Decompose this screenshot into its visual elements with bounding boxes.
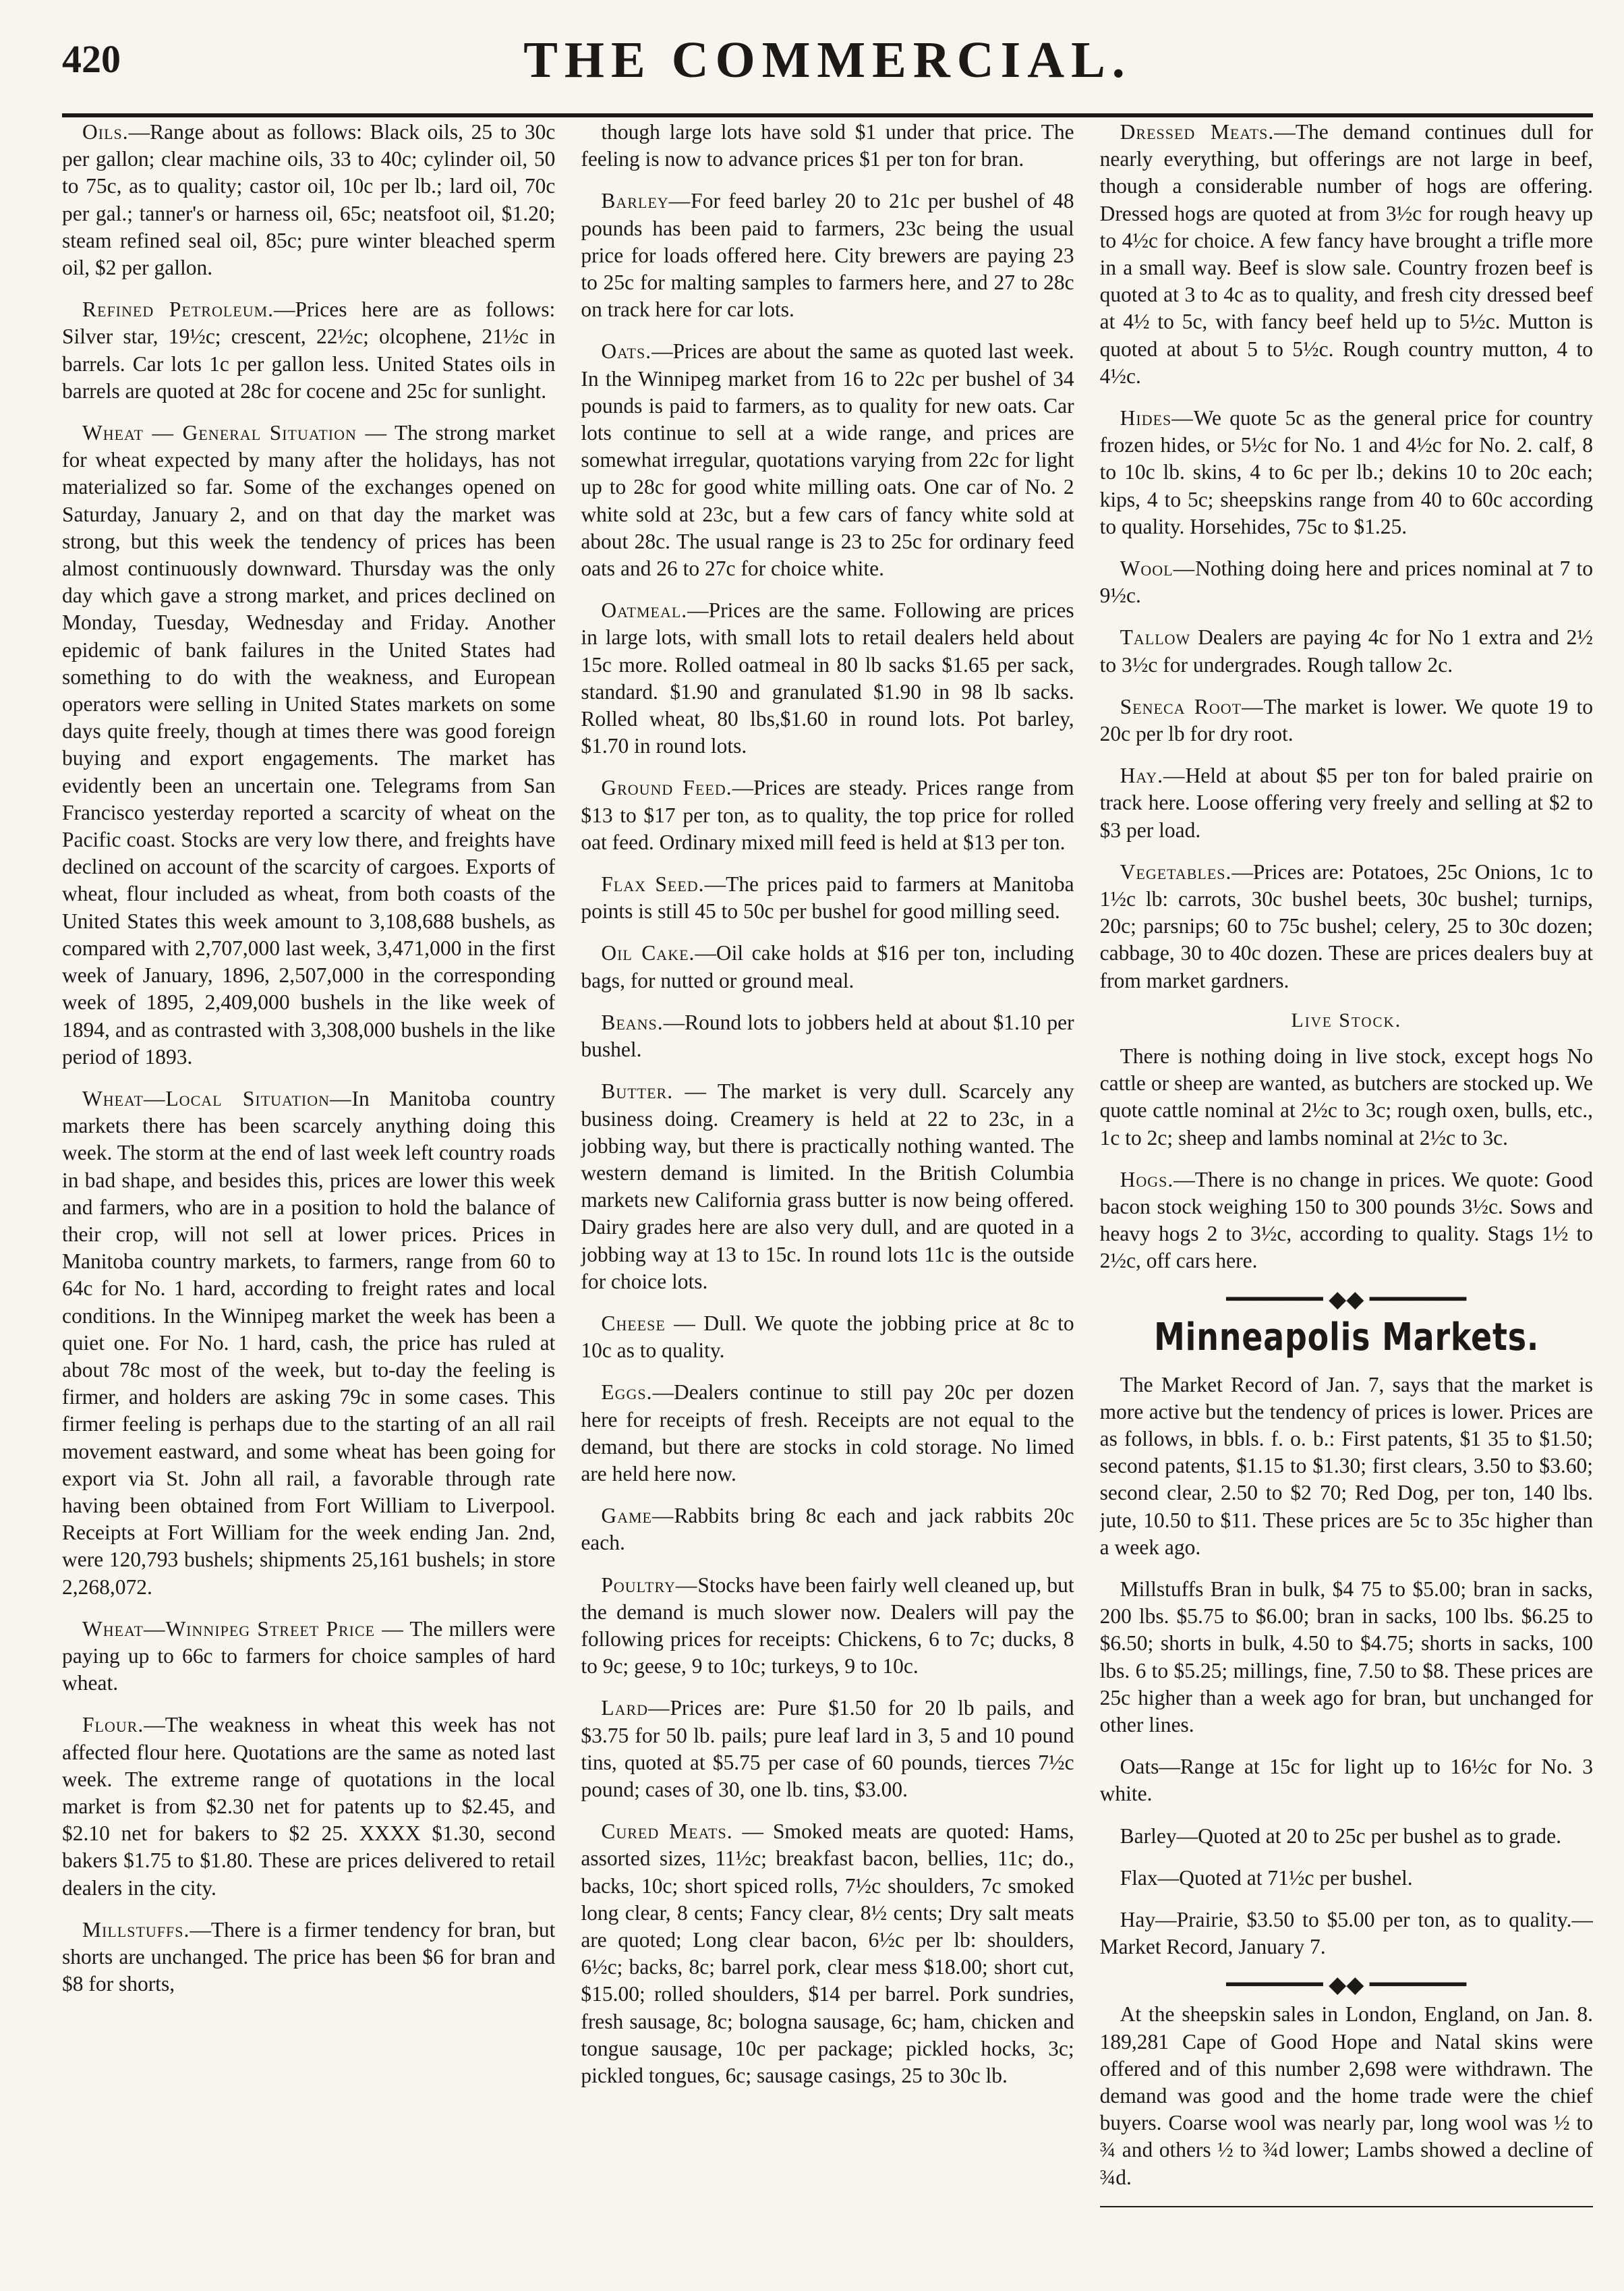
paragraph-text: though large lots have sold $1 under that price. The feeling is now to advance prices $1 per ton for bran. [581, 120, 1074, 171]
paragraph-lead: Vegetables. [1120, 859, 1232, 884]
paragraph-text: There is nothing doing in live stock, except hogs No cattle or sheep are wanted, as butchers are stocked up. We quote cattle nominal at 2½c to 3c; rough oxen, bulls, etc., 1c to 2c; sheep and lambs nominal at 2½c to 3c. [1099, 1044, 1593, 1150]
article-paragraph [62, 420, 555, 1071]
paragraph-lead: Millstuffs. [82, 1917, 190, 1942]
paragraph-lead: Seneca Root— [1120, 694, 1264, 718]
paragraph-text: Hay—Prairie, $3.50 to $5.00 per ton, as to quality.—Market Record, January 7. [1099, 1907, 1593, 1959]
paragraph-lead: Game— [601, 1504, 674, 1528]
live-stock-heading: Live Stock. [1291, 1009, 1402, 1031]
article-paragraph [62, 1616, 555, 1697]
column-left [62, 119, 555, 2237]
paragraph-text: The strong market for wheat expected by many after the holidays, has not materialized so far. Some of the exchanges opened on Saturday, January 2, and on that day the market was strong, but this week the tendency of prices has been almost continuously downward. Thursday was the only day which gave a strong market, and prices declined on Monday, Tuesday, Wednesday and Friday. Another epidemic of bank failures in the United States had something to do with the weakness, and European operators were selling in United States markets on some days quite freely, though at times there was good foreign buying and export engagements. The market has evidently been an uncertain one. Telegrams from San Francisco yesterday reported a scarcity of wheat on the Pacific coast. Stocks are very low there, and freights have declined on account of the scarcity of cargoes. Exports of wheat, flour included as wheat, from both coasts of the United States this week amount to 3,108,688 bushels, as compared with 2,707,000 last week, 3,471,000 in the first week of January, 1896, 2,507,000 in the corresponding week of 1895, 2,409,000 bushels in the like week of 1894, and as contrasted with 3,308,000 bushels in the like period of 1893. [62, 421, 556, 1069]
article-paragraph [581, 1818, 1074, 2089]
paragraph-lead: Oil Cake. [601, 941, 695, 965]
paragraph-text: We quote 5c as the general price for country frozen hides, or 5½c for No. 1 and 4½c for No. 2. calf, 8 to 10c lb. skins, 4 to 6c per lb.; dekins 10 to 20c each; kips, 4 to 5c; sheepskins range from 40 to 60c according to quality. Horsehides, 75c to $1.25. [1099, 406, 1593, 538]
paragraph-lead: Cheese [601, 1311, 666, 1335]
article-paragraph [62, 1085, 555, 1601]
paragraph-text: —The prices paid to farmers at Manitoba points is still 45 to 50c per bushel for good milling seed. [581, 872, 1074, 924]
article-paragraph [1100, 555, 1593, 609]
paragraph-text: The market is lower. We quote 19 to 20c per lb for dry root. [1099, 694, 1593, 746]
paragraph-lead: Barley— [601, 189, 691, 213]
paragraph-lead: Wheat—Winnipeg Street Price — [82, 1616, 404, 1641]
paragraph-text: —Prices here are as follows: Silver star, 19½c; crescent, 22½c; olcophene, 21½c in barrels. Car lots 1c per gallon less. United States oils in barrels are quoted at 28c for cocene and 25c for sunlight. [62, 298, 556, 403]
paragraph-lead: Butter. [601, 1079, 674, 1104]
paragraph-lead: Hay.— [1120, 764, 1186, 788]
paragraph-text: —There is a firmer tendency for bran, but shorts are unchanged. The price has been $6 for bran and $8 for shorts, [62, 1917, 556, 1996]
article-paragraph [1100, 405, 1593, 540]
page-number: 420 [62, 37, 121, 81]
article-paragraph [1100, 1166, 1593, 1275]
article-paragraph [1100, 859, 1593, 994]
article-paragraph [1100, 694, 1593, 747]
paragraph-text: —Dealers continue to still pay 20c per dozen here for receipts of fresh. Receipts are not equal to the demand, but there are stocks in cold storage. No limed are held here now. [581, 1380, 1074, 1486]
paragraph-text: Millstuffs Bran in bulk, $4 75 to $5.00; bran in sacks, 200 lbs. $5.75 to $6.00; bran in sacks, 100 lbs. $6.25 to $6.50; shorts in bulk, 4.50 to $4.75; shorts in sacks, 100 lbs. 6 to $5.25; millings, fine, 7.50 to $8. These prices are 25c higher than a week ago for bran, but unchanged for other lines. [1099, 1577, 1593, 1736]
article-paragraph [62, 1917, 555, 1998]
paragraph-lead: Lard— [601, 1696, 670, 1720]
paragraph-text: —Oil cake holds at $16 per ton, including bags, for nutted or ground meal. [581, 941, 1074, 992]
paragraph-text: —Round lots to jobbers held at about $1.10 per bushel. [581, 1010, 1074, 1062]
paragraph-text: At the sheepskin sales in London, England, on Jan. 8. 189,281 Cape of Good Hope and Natal skins were offered and of this number 2,698 were withdrawn. The demand was good and the home trade were the chief buyers. Coarse wool was nearly par, long wool was ½ to ¾ and others ½ to ¾d lower; Lambs showed a decline of ¾d. [1099, 2002, 1593, 2189]
article-paragraph [1100, 2001, 1593, 2190]
paragraph-text: —The weakness in wheat this week has not affected flour here. Quotations are the same as noted last week. The extreme range of quotations in the local market is from $2.30 net for patents up to $2.45, and $2.10 net for bakers to $2 25. XXXX $1.30, second bakers $1.75 to $1.80. These are prices delivered to retail dealers in the city. [62, 1713, 556, 1900]
paragraph-lead: Cured Meats. [601, 1819, 733, 1844]
article-paragraph [581, 871, 1074, 925]
paragraph-lead: Beans. [601, 1010, 664, 1034]
article-paragraph [581, 188, 1074, 323]
article-paragraph [581, 1502, 1074, 1556]
paragraph-text: Nothing doing here and prices nominal at 7 to 9½c. [1099, 557, 1593, 608]
paragraph-lead: Tallow [1120, 625, 1191, 650]
article-paragraph [1100, 119, 1593, 390]
paragraph-lead: Flour. [82, 1713, 144, 1737]
paragraph-lead: Flax Seed. [601, 872, 705, 897]
paragraph-text: The Market Record of Jan. 7, says that the market is more active but the tendency of prices is lower. Prices are as follows, in bbls. f. o. b.: First patents, $1 35 to $1.50; second patents, $1.15 to $1.30; first clears, 3.50 to $3.60; second clear, 2.50 to $2 70; Red Dog, per ton, 140 lbs. jute, 10.50 to $11. These prices are 5c to 35c higher than a week ago. [1099, 1372, 1593, 1559]
article-paragraph [1100, 1576, 1593, 1738]
article-paragraph [1100, 1371, 1593, 1561]
paragraph-text: —Prices are the same. Following are prices in large lots, with small lots to retail dealers held about 15c more. Rolled oatmeal in 80 lb sacks $1.65 per sack, standard. $1.90 and granulated $1.90 in 98 lb sacks. Rolled wheat, 80 lbs,$1.60 in round lots. Pot barley, $1.70 in round lots. [581, 598, 1074, 758]
minneapolis-heading: Minneapolis Markets. [1153, 1315, 1539, 1359]
article-paragraph [581, 1009, 1074, 1063]
article-paragraph [581, 1695, 1074, 1803]
paragraph-lead: Eggs. [601, 1380, 653, 1405]
article-paragraph [581, 597, 1074, 760]
article-paragraph [62, 296, 555, 405]
article-paragraph [1100, 762, 1593, 844]
column-right [1100, 119, 1593, 2237]
paragraph-text: — Dull. We quote the jobbing price at 8c to 10c as to quality. [581, 1311, 1074, 1363]
paragraph-text: — Smoked meats are quoted: Hams, assorted sizes, 11½c; breakfast bacon, bellies, 11c; do., backs, 10c; short spiced rolls, 7½c shoulders, 7c smoked long clear, 8 cents; Fancy clear, 8½ cents; Dry salt meats are quoted; Long clear bacon, 6½c per lb: shoulders, 6½c; backs, 8c; barrel pork, clear mess $18.00; short cut, $15.00; rolled shoulders, $14 per barrel. Pork sundries, fresh sausage, 8c; bologna sausage, 6c; ham, chicken and tongue sausage, 10c per package; pickled hocks, 3c; pickled tongues, 6c; sausage casings, 25 to 30c lb. [581, 1819, 1074, 2087]
paragraph-lead: Dressed Meats. [1120, 120, 1275, 144]
paragraph-lead: Wheat — General Situation — [82, 421, 387, 445]
article-paragraph [1100, 1043, 1593, 1152]
paragraph-lead: Wheat—Local Situation— [82, 1086, 352, 1110]
paragraph-text: Flax—Quoted at 71½c per bushel. [1120, 1865, 1413, 1890]
article-paragraph [581, 1310, 1074, 1364]
paragraph-lead: Refined Petroleum. [82, 298, 274, 322]
article-paragraph [1100, 1906, 1593, 1960]
paragraph-text: —Prices are: Potatoes, 25c Onions, 1c to 1½c lb: carrots, 30c bushel beets, 30c bushel; turnips, 20c; parsnips; 60 to 75c bushel; celery, 25 to 30c dozen; cabbage, 30 to 40c dozen. These are prices dealers buy at from market gardners. [1099, 859, 1593, 992]
article-paragraph [581, 940, 1074, 994]
paragraph-text: Rabbits bring 8c each and jack rabbits 20c each. [581, 1504, 1074, 1555]
paragraph-text: Held at about $5 per ton for baled prairie on track here. Loose offering very freely and selling at $2 to $3 per load. [1099, 764, 1593, 842]
article-paragraph [581, 1572, 1074, 1680]
paragraph-text: — The market is very dull. Scarcely any business doing. Creamery is held at 22 to 23c, in a jobbing way, but there is practically nothing wanted. The western demand is limited. In the British Columbia markets new California grass butter is now being offered. Dairy grades here are also very dull, and are quoted in a jobbing way at 13 to 15c. In round lots 11c is the outside for choice lots. [581, 1079, 1074, 1293]
paragraph-text: —The demand continues dull for nearly everything, but offerings are not large in beef, though a considerable number of hogs are offering. Dressed hogs are quoted at from 3½c for rough heavy up to 4½c for choice. A few fancy have brought a trifle more in a small way. Beef is slow sale. Country frozen beef is quoted at 3 to 4c as to quality, and fresh city dressed beef at 4½ to 5c, with fancy beef held up to 5½c. Mutton is quoted at about 5 to 5½c. Rough country mutton, 4 to 4½c. [1099, 120, 1593, 388]
market-reports-top [1100, 119, 1593, 994]
paragraph-text: —There is no change in prices. We quote: Good bacon stock weighing 150 to 300 pounds 3½c. Sows and heavy hogs 2 to 3½c, according to quality. Stags 1½ to 2½c, off cars here. [1099, 1167, 1593, 1273]
paragraph-lead: Oils. [82, 120, 129, 144]
paragraph-lead: Hogs. [1120, 1167, 1174, 1191]
paragraph-text: In Manitoba country markets there has been scarcely anything doing this week. The storm at the end of last week left country roads in bad shape, and besides this, prices are lower this week and farmers, who are in a position to hold the balance of their crop, will not sell at lower prices. Prices in Manitoba country markets, to farmers, range from 60 to 64c for No. 1 hard, according to freight rates and local conditions. In the Winnipeg market the week has been a quiet one. For No. 1 hard, cash, the price has ruled at about 78c most of the week, but to-day the feeling is firmer, and holders are asking 79c in some cases. This firmer feeling is perhaps due to the starting of an all rail movement eastward, and some wheat has been going for export via St. John all rail, a favorable through rate having been obtained from Fort William to Liverpool. Receipts at Fort William for the week ending Jan. 2nd, were 120,793 bushels; shipments 25,161 bushels; in store 2,268,072. [62, 1086, 556, 1599]
paragraph-text: —Prices are about the same as quoted last week. In the Winnipeg market from 16 to 22c per bushel of 34 pounds is paid to farmers, as to quality for new oats. Car lots continue to sell at a wide range, and prices are somewhat irregular, quotations varying from 22c for light up to 28c for good white milling oats. One car of No. 2 white sold at 23c, but a few cars of fancy white sold at about 28c. The usual range is 23 to 25c for ordinary feed oats and 26 to 27c for choice white. [581, 339, 1074, 581]
paragraph-text: —Prices are steady. Prices range from $13 to $17 per ton, as to quality, the top price for rolled oat feed. Ordinary mixed mill feed is held at $13 per ton. [581, 776, 1074, 854]
article-paragraph [581, 338, 1074, 582]
paragraph-lead: Hides— [1120, 406, 1194, 430]
article-paragraph [581, 119, 1074, 173]
paragraph-lead: Oatmeal. [601, 598, 688, 623]
article-paragraph [1100, 624, 1593, 678]
paragraph-text: Stocks have been fairly well cleaned up, but the demand is much slower now. Dealers will pay the following prices for receipts: Chickens, 6 to 7c; ducks, 8 to 9c; geese, 9 to 10c; turkeys, 9 to 10c. [581, 1573, 1074, 1678]
article-columns [62, 119, 1593, 2237]
paragraph-text: For feed barley 20 to 21c per bushel of 48 pounds has been paid to farmers, 23c being the usual price for loads offered here. City brewers are paying 23 to 25c for malting samples to farmers here, and 27 to 28c on track here for car lots. [581, 189, 1074, 322]
masthead [62, 12, 1593, 117]
article-paragraph [581, 774, 1074, 856]
live-stock-reports [1100, 1043, 1593, 1275]
article-paragraph [581, 1078, 1074, 1295]
minneapolis-reports [1100, 1371, 1593, 1961]
article-paragraph [62, 1712, 555, 1901]
paragraph-text: Dealers are paying 4c for No 1 extra and 2½ to 3½c for undergrades. Rough tallow 2c. [1099, 625, 1593, 677]
paragraph-text: Prices are: Pure $1.50 for 20 lb pails, and $3.75 for 50 lb. pails; pure leaf lard in 3, 5 and 10 pound tins, quoted at $5.75 per case of 60 pounds, tierces 7½c pound; cases of 30, one lb. tins, $3.00. [581, 1696, 1074, 1801]
article-paragraph [1100, 1865, 1593, 1892]
column-middle [581, 119, 1074, 2237]
article-paragraph [1100, 1753, 1593, 1807]
paragraph-lead: Poultry— [601, 1573, 698, 1597]
paragraph-text: The millers were paying up to 66c to farmers for choice samples of hard wheat. [62, 1616, 556, 1695]
paragraph-lead: Ground Feed. [601, 776, 732, 800]
paragraph-text: Barley—Quoted at 20 to 25c per bushel as to grade. [1120, 1823, 1561, 1848]
column-end-rule [1100, 2206, 1593, 2207]
sheepskin-sales-report [1100, 2001, 1593, 2190]
article-paragraph [62, 119, 555, 281]
paragraph-text: Oats—Range at 15c for light up to 16½c for No. 3 white. [1099, 1755, 1593, 1806]
section-divider: ━━━━━━━ ◆◆ ━━━━━━━ [1226, 1973, 1467, 1998]
section-divider: ━━━━━━━ ◆◆ ━━━━━━━ [1226, 1286, 1467, 1312]
article-paragraph [581, 1379, 1074, 1488]
paragraph-text: —Range about as follows: Black oils, 25 to 30c per gallon; clear machine oils, 33 to 40c; cylinder oil, 50 to 75c, as to quality; castor oil, 10c per lb.; lard oil, 70c per gal.; tanner's or harness oil, 65c; neatsfoot oil, $1.20; steam refined seal oil, 85c; pure winter bleached sperm oil, $2 per gallon. [62, 120, 556, 280]
article-paragraph [1100, 1823, 1593, 1850]
paragraph-lead: Wool— [1120, 557, 1196, 581]
newspaper-title: THE COMMERCIAL. [523, 32, 1132, 88]
paragraph-lead: Oats. [601, 339, 652, 364]
